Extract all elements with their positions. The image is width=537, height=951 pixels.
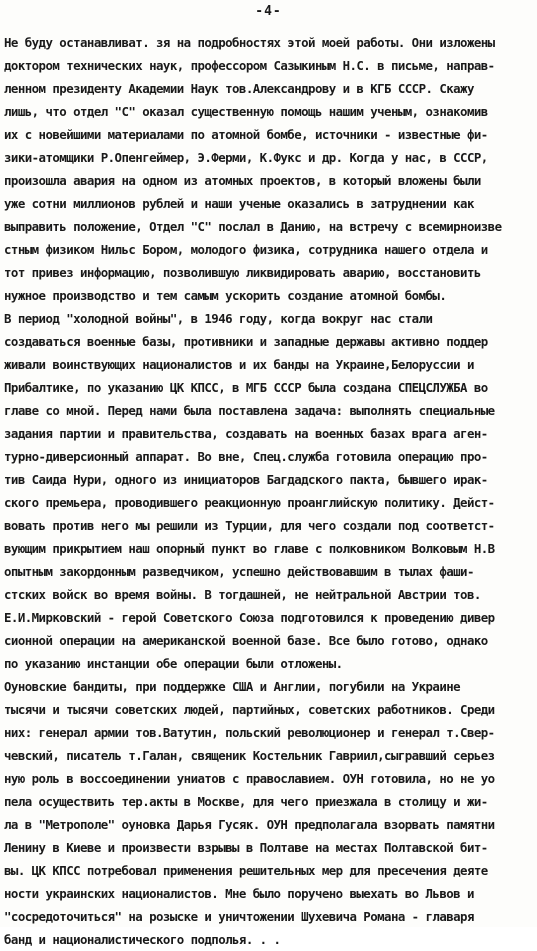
text-line: В период "холодной войны", в 1946 году, когда вокруг нас стали xyxy=(4,311,433,326)
text-line: сионной операции на американской военной базе. Все было готово, однако xyxy=(4,633,488,648)
text-line: Оуновские бандиты, при поддержке США и Англии, погубили на Украине xyxy=(4,679,461,694)
text-line: ла в "Метрополе" оуновка Дарья Гусяк. ОУН предполагала взорвать памятни xyxy=(4,817,495,832)
text-line: чевский, писатель т.Галан, священик Костельник Гавриил,сыгравший серьез xyxy=(4,748,495,763)
text-line: ности украинских националистов. Мне было поручено выехать во Львов и xyxy=(4,886,474,901)
text-line: "сосредоточиться" на розыске и уничтожении Шухевича Романа - главаря xyxy=(4,909,474,924)
body-text xyxy=(4,31,534,951)
text-line: задания партии и правительства, создавать на военных базах врага аген- xyxy=(4,426,488,441)
text-line: по указанию инстанции обе операции были отложены. xyxy=(4,656,343,671)
text-line: нужное производство и тем самым ускорить создание атомной бомбы. xyxy=(4,288,447,303)
text-line: Прибалтике, по указанию ЦК КПСС, в МГБ СССР была создана СПЕЦСЛУЖБА во xyxy=(4,380,488,395)
text-line: Не буду останавливат. зя на подробностях этой моей работы. Они изложены xyxy=(4,35,495,50)
text-line: доктором технических наук, профессором Сазыкиным Н.С. в письме, направ- xyxy=(4,58,495,73)
text-line: Ленину в Киеве и произвести взрывы в Полтаве на местах Полтавской бит- xyxy=(4,840,488,855)
text-line: ского премьера, проводившего реакционную проанглийскую политику. Дейст- xyxy=(4,495,495,510)
text-line: вовать против него мы решили из Турции, для чего создали под соответст- xyxy=(4,518,495,533)
text-line: их с новейшими материалами по атомной бомбе, источники - известные фи- xyxy=(4,127,488,142)
text-line: ную роль в воссоединении униатов с православием. ОУН готовила, но не уо xyxy=(4,771,495,786)
text-line: ленном президенту Академии Наук тов.Александрову и в КГБ СССР. Скажу xyxy=(4,81,474,96)
text-line: зики-атомщики Р.Опенгеймер, Э.Ферми, К.Фукс и др. Когда у нас, в СССР, xyxy=(4,150,488,165)
text-line: стным физиком Нильс Бором, молодого физика, сотрудника нашего отдела и xyxy=(4,242,488,257)
text-line: выправить положение, Отдел "С" послал в Данию, на встречу с всемирноизве xyxy=(4,219,502,234)
text-line: опытным закордонным разведчиком, успешно действовавшим в тылах фаши- xyxy=(4,564,474,579)
text-line: уже сотни миллионов рублей и наши ученые оказались в затруднении как xyxy=(4,196,474,211)
text-line: лишь, что отдел "С" оказал существенную помощь нашим ученым, ознакомив xyxy=(4,104,488,119)
text-line: стских войск во время войны. В тогдашней, не нейтральной Австрии тов. xyxy=(4,587,481,602)
text-line: них: генерал армии тов.Ватутин, польский революционер и генерал т.Свер- xyxy=(4,725,495,740)
text-line: произошла авария на одном из атомных проектов, в который вложены были xyxy=(4,173,481,188)
text-line: Е.И.Мирковский - герой Советского Союза подготовился к проведению дивер xyxy=(4,610,495,625)
text-line: главе со мной. Перед нами была поставлена задача: выполнять специальные xyxy=(4,403,495,418)
page-number: -4- xyxy=(255,4,282,19)
text-line: вы. ЦК КПСС потребовал применения решительных мер для пресечения деяте xyxy=(4,863,488,878)
text-line: пела осуществить тер.акты в Москве, для чего приезжала в столицу и жи- xyxy=(4,794,488,809)
text-line: тот привез информацию, позволившую ликвидировать аварию, восстановить xyxy=(4,265,481,280)
text-line: банд и националистического подполья. . . xyxy=(4,932,281,947)
text-line: тысячи и тысячи советских людей, партийных, советских работников. Среди xyxy=(4,702,495,717)
text-line: создаваться военные базы, противники и западные державы активно поддер xyxy=(4,334,488,349)
text-line: турно-диверсионный аппарат. Во вне, Спец.служба готовила операцию про- xyxy=(4,449,488,464)
text-line: живали воинствующих националистов и их банды на Украине,Белоруссии и xyxy=(4,357,474,372)
text-line: тив Саида Нури, одного из инициаторов Багдадского пакта, бывшего ирак- xyxy=(4,472,488,487)
text-line: вующим прикрытием наш опорный пункт во главе с полковником Волковым Н.В xyxy=(4,541,495,556)
